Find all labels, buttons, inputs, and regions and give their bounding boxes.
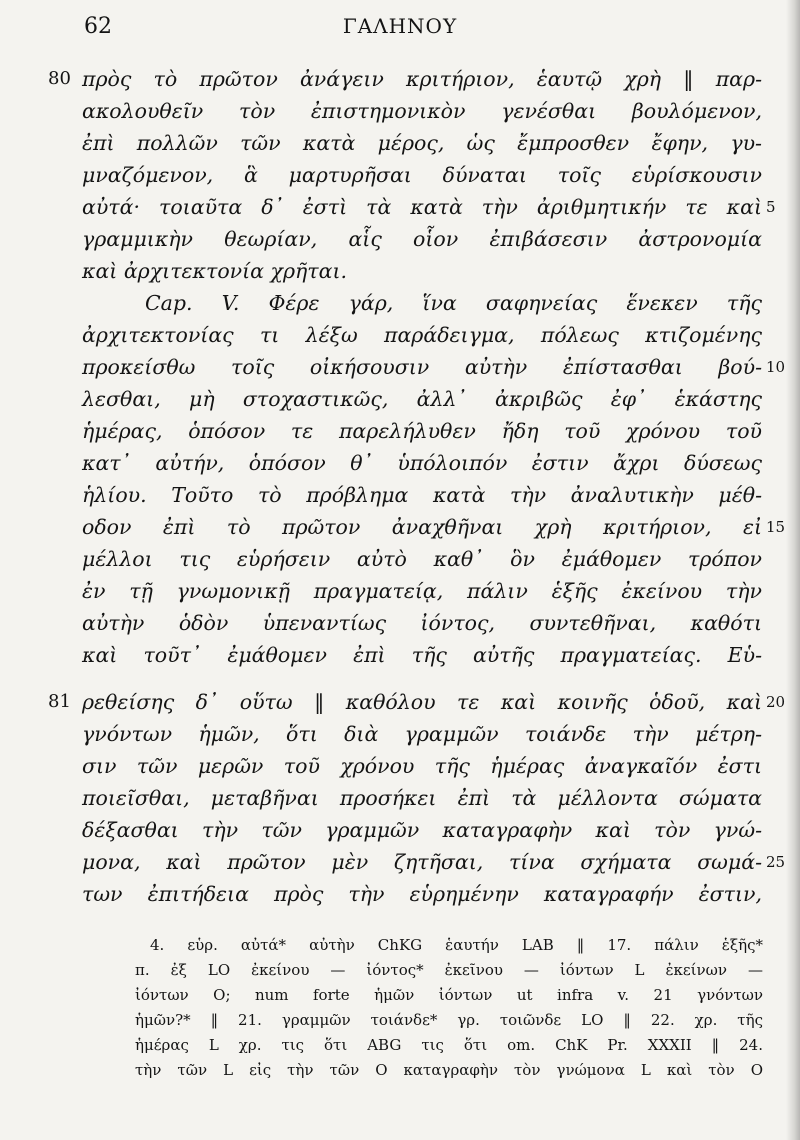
footnote-line: ἰόντων O; num forte ἡμῶν ἰόντων ut infra v. 21 γνόντων: [135, 986, 763, 1004]
text-line: ἐπὶ πολλῶν τῶν κατὰ μέρος, ὡς ἔμπροσθεν ἔφην, γυ-: [82, 131, 762, 155]
text-line: ἡμέρας, ὁπόσον τε παρελήλυθεν ἤδη τοῦ χρόνου τοῦ: [82, 419, 762, 443]
text-line: αὐτά· τοιαῦτα δ᾽ ἐστὶ τὰ κατὰ τὴν ἀριθμητικήν τε καὶ: [82, 195, 762, 219]
margin-number-20: 20: [766, 693, 786, 711]
text-line: καὶ ἀρχιτεκτονία χρῆται.: [82, 259, 348, 283]
text-line: δέξασθαι τὴν τῶν γραμμῶν καταγραφὴν καὶ τὸν γνώ-: [82, 818, 762, 842]
text-line: των ἐπιτήδεια πρὸς τὴν εὑρημένην καταγραφήν ἐστιν,: [82, 882, 762, 906]
text-line: γραμμικὴν θεωρίαν, αἷς οἷον ἐπιβάσεσιν ἀστρονομία: [82, 227, 762, 251]
margin-number-81: 81: [48, 691, 71, 712]
text-line: μναζόμενον, ἃ μαρτυρῆσαι δύναται τοῖς εὑρίσκουσιν: [82, 163, 762, 187]
margin-number-5: 5: [766, 198, 776, 216]
margin-number-10: 10: [766, 358, 786, 376]
text-line: καὶ τοῦτ᾽ ἐμάθομεν ἐπὶ τῆς αὐτῆς πραγματείας. Εὑ-: [82, 643, 762, 667]
text-line: ποιεῖσθαι, μεταβῆναι προσήκει ἐπὶ τὰ μέλλοντα σώματα: [82, 786, 762, 810]
text-line: λεσθαι, μὴ στοχαστικῶς, ἀλλ᾽ ἀκριβῶς ἐφ᾽ ἑκάστης: [82, 387, 762, 411]
text-line: σιν τῶν μερῶν τοῦ χρόνου τῆς ἡμέρας ἀναγκαῖόν ἐστι: [82, 754, 762, 778]
text-line: ακολουθεῖν τὸν ἐπιστημονικὸν γενέσθαι βουλόμενον,: [82, 99, 762, 123]
text-line: ἡλίου. Τοῦτο τὸ πρόβλημα κατὰ τὴν ἀναλυτικὴν μέθ-: [82, 483, 762, 507]
text-line: κατ᾽ αὐτήν, ὁπόσον θ᾽ ὑπόλοιπόν ἐστιν ἄχρι δύσεως: [82, 451, 762, 475]
footnote-line: π. ἐξ LO ἐκείνου — ἰόντος* ἐκεῖνου — ἰόντων L ἐκείνων —: [135, 961, 763, 979]
page-edge-shadow: [786, 0, 800, 1140]
text-line: γνόντων ἡμῶν, ὅτι διὰ γραμμῶν τοιάνδε τὴν μέτρη-: [82, 722, 762, 746]
footnote-line: ἡμῶν?* ‖ 21. γραμμῶν τοιάνδε* γρ. τοιῶνδε LO ‖ 22. χρ. τῆς: [135, 1011, 763, 1029]
text-line: αὐτὴν ὁδὸν ὑπεναντίως ἰόντος, συντεθῆναι, καθότι: [82, 611, 762, 635]
page-number: 62: [84, 14, 112, 39]
margin-number-15: 15: [766, 518, 786, 536]
text-line: πρὸς τὸ πρῶτον ἀνάγειν κριτήριον, ἑαυτῷ χρὴ ‖ παρ-: [82, 67, 762, 91]
footnote-line: 4. εὑρ. αὐτά* αὐτὴν ChKG ἑαυτήν LAB ‖ 17. πάλιν ἑξῆς*: [150, 936, 763, 954]
footnote-line: ἡμέρας L χρ. τις ὅτι ABG τις ὅτι om. ChK Pr. XXXII ‖ 24.: [135, 1036, 763, 1054]
margin-number-25: 25: [766, 853, 786, 871]
text-line: μέλλοι τις εὑρήσειν αὐτὸ καθ᾽ ὃν ἐμάθομεν τρόπον: [82, 547, 762, 571]
footnote-line: τὴν τῶν L εἰς τὴν τῶν O καταγραφὴν τὸν γνώμονα L καὶ τὸν O: [135, 1061, 763, 1079]
margin-number-80: 80: [48, 68, 71, 89]
text-line: προκείσθω τοῖς οἰκήσουσιν αὐτὴν ἐπίστασθαι βού-: [82, 355, 762, 379]
chapter-heading-line: Cap. V. Φέρε γάρ, ἵνα σαφηνείας ἕνεκεν τῆς: [145, 291, 762, 315]
text-line: ρεθείσης δ᾽ οὕτω ‖ καθόλου τε καὶ κοινῆς ὁδοῦ, καὶ: [82, 690, 762, 714]
text-line: ἀρχιτεκτονίας τι λέξω παράδειγμα, πόλεως κτιζομένης: [82, 323, 762, 347]
text-line: οδον ἐπὶ τὸ πρῶτον ἀναχθῆναι χρὴ κριτήριον, εἰ: [82, 515, 762, 539]
running-title: ΓΑΛΗΝΟΥ: [342, 14, 458, 38]
text-line: μονα, καὶ πρῶτον μὲν ζητῆσαι, τίνα σχήματα σωμά-: [82, 850, 762, 874]
text-line: ἐν τῇ γνωμονικῇ πραγματείᾳ, πάλιν ἑξῆς ἐκείνου τὴν: [82, 579, 762, 603]
